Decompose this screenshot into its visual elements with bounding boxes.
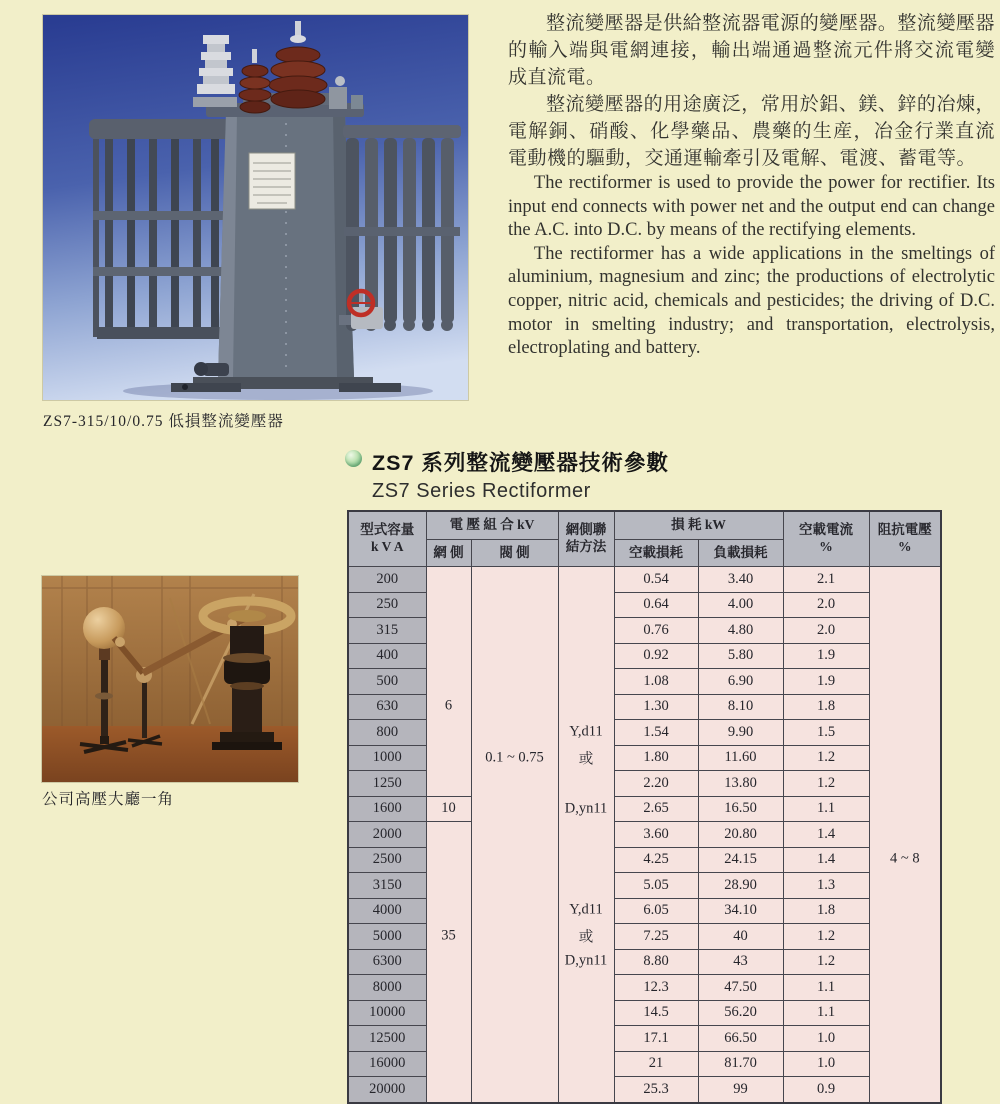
- noload-current-cell: 1.9: [783, 643, 869, 669]
- test-hall-photo-caption: 公司高壓大廳一角: [42, 791, 175, 808]
- noload-loss-cell: 0.64: [614, 592, 698, 618]
- test-hall-photo: [42, 576, 298, 782]
- nameplate: [249, 153, 295, 209]
- load-loss-cell: 6.90: [698, 669, 783, 695]
- load-loss-cell: 13.80: [698, 771, 783, 797]
- noload-current-cell: 2.1: [783, 567, 869, 593]
- green-bullet-icon: [345, 450, 362, 467]
- load-loss-cell: 34.10: [698, 898, 783, 924]
- noload-current-cell: 1.8: [783, 694, 869, 720]
- noload-current-cell: 1.0: [783, 1026, 869, 1052]
- impedance-cell: [869, 567, 941, 1103]
- header-loss-group: 損 耗 kW: [614, 511, 783, 540]
- noload-current-cell: 1.1: [783, 796, 869, 822]
- spec-table-body: [348, 567, 941, 1103]
- noload-loss-cell: 8.80: [614, 949, 698, 975]
- load-loss-cell: 9.90: [698, 720, 783, 746]
- intro-zh-para1: 整流變壓器是供給整流器電源的變壓器。整流變壓器的輸入端與電網連接，輸出端通過整流元件將交流電變成直流電。: [508, 13, 995, 88]
- noload-current-cell: 2.0: [783, 618, 869, 644]
- load-loss-cell: 43: [698, 949, 783, 975]
- capacity-cell: 4000: [348, 898, 426, 924]
- connection-cell-block2: [558, 822, 614, 1103]
- section-title-en: ZS7 Series Rectiformer: [372, 480, 591, 502]
- load-loss-cell: 66.50: [698, 1026, 783, 1052]
- capacity-cell: 12500: [348, 1026, 426, 1052]
- noload-current-cell: 1.1: [783, 975, 869, 1001]
- header-impedance: [869, 511, 941, 567]
- noload-current-cell: 2.0: [783, 592, 869, 618]
- noload-loss-cell: 0.76: [614, 618, 698, 644]
- section-title-zh: ZS7 系列整流變壓器技術參數: [372, 451, 669, 475]
- connection-line: 或: [578, 751, 594, 768]
- spec-table-header: [348, 511, 941, 567]
- header-load-loss: 負載損耗: [698, 540, 783, 567]
- capacity-cell: 200: [348, 567, 426, 593]
- header-net-side: 網 側: [426, 540, 471, 567]
- load-loss-cell: 5.80: [698, 643, 783, 669]
- header-impedance-line2: %: [898, 539, 912, 554]
- intro-en-para2: The rectiformer has a wide applications in the smeltings of aluminium, magnesium and zinc; the productions of electrolytic copper, nitric acid, chemicals and pesticides; the driving of D.C. motor in smelting industry; and transportation, electrolysis, electroplating and battery.: [508, 243, 995, 359]
- capacity-cell: 500: [348, 669, 426, 695]
- noload-current-cell: 1.0: [783, 1051, 869, 1077]
- header-noload-current-line2: %: [819, 539, 833, 554]
- noload-current-cell: 1.8: [783, 898, 869, 924]
- capacity-cell: 315: [348, 618, 426, 644]
- capacity-cell: 2500: [348, 847, 426, 873]
- capacity-cell: 400: [348, 643, 426, 669]
- header-noload-current: [783, 511, 869, 567]
- capacity-cell: 5000: [348, 924, 426, 950]
- capacity-cell: 630: [348, 694, 426, 720]
- table-row: [348, 796, 941, 822]
- section-heading: [345, 446, 669, 503]
- intro-zh-para2: 整流變壓器的用途廣泛，常用於鋁、鎂、鋅的冶煉，電解銅、硝酸、化學藥品、農藥的生産，冶金行業直流電動機的驅動，交通運輸牽引及電解、電渡、蓄電等。: [508, 94, 995, 169]
- noload-loss-cell: 5.05: [614, 873, 698, 899]
- load-loss-cell: 4.00: [698, 592, 783, 618]
- load-loss-cell: 47.50: [698, 975, 783, 1001]
- noload-current-cell: 1.4: [783, 822, 869, 848]
- header-capacity-line2: k V A: [370, 539, 404, 554]
- noload-loss-cell: 1.80: [614, 745, 698, 771]
- net-voltage-cell-35: [426, 822, 471, 1103]
- table-row: [348, 567, 941, 593]
- capacity-cell: 10000: [348, 1000, 426, 1026]
- connection-line: Y,d11: [569, 723, 603, 740]
- header-voltage-group: 電 壓 組 合 kV: [426, 511, 558, 540]
- valve-voltage-cell: [471, 567, 558, 1103]
- noload-current-cell: 0.9: [783, 1077, 869, 1103]
- tank: [206, 93, 364, 377]
- load-loss-cell: 8.10: [698, 694, 783, 720]
- spec-table: [347, 510, 942, 1104]
- transformer-photo-caption: ZS7-315/10/0.75 低損整流變壓器: [43, 413, 284, 430]
- net-voltage-cell-6: [426, 567, 471, 797]
- load-loss-cell: 24.15: [698, 847, 783, 873]
- noload-loss-cell: 1.08: [614, 669, 698, 695]
- capacity-cell: 16000: [348, 1051, 426, 1077]
- noload-loss-cell: 2.65: [614, 796, 698, 822]
- noload-loss-cell: 4.25: [614, 847, 698, 873]
- intro-en-para1: The rectiformer is used to provide the power for rectifier. Its input end connects with power net and the output end can change the A.C. into D.C. by means of the rectifying elements.: [508, 173, 995, 241]
- noload-loss-cell: 21: [614, 1051, 698, 1077]
- capacity-cell: 2000: [348, 822, 426, 848]
- noload-loss-cell: 17.1: [614, 1026, 698, 1052]
- intro-text-block: [508, 10, 995, 361]
- noload-current-cell: 1.1: [783, 1000, 869, 1026]
- header-noload-loss: 空載損耗: [614, 540, 698, 567]
- header-connection-line2: 結方法: [565, 539, 607, 554]
- load-loss-cell: 20.80: [698, 822, 783, 848]
- noload-loss-cell: 0.92: [614, 643, 698, 669]
- header-connection: [558, 511, 614, 567]
- header-valve-side: 閥 側: [471, 540, 558, 567]
- noload-loss-cell: 1.30: [614, 694, 698, 720]
- capacity-cell: 250: [348, 592, 426, 618]
- load-loss-cell: 3.40: [698, 567, 783, 593]
- noload-loss-cell: 14.5: [614, 1000, 698, 1026]
- noload-loss-cell: 12.3: [614, 975, 698, 1001]
- connection-line: Y,d11: [569, 901, 603, 918]
- header-capacity-line1: 型式容量: [360, 522, 415, 538]
- impedance-range: 4 ~ 8: [889, 850, 920, 867]
- noload-current-cell: 1.2: [783, 771, 869, 797]
- capacity-cell: 8000: [348, 975, 426, 1001]
- header-capacity: [348, 511, 426, 567]
- noload-loss-cell: 0.54: [614, 567, 698, 593]
- connection-line: D,yn11: [564, 952, 608, 969]
- noload-current-cell: 1.9: [783, 669, 869, 695]
- table-row: [348, 822, 941, 848]
- capacity-cell: 20000: [348, 1077, 426, 1103]
- capacity-cell: 1000: [348, 745, 426, 771]
- noload-current-cell: 1.4: [783, 847, 869, 873]
- load-loss-cell: 28.90: [698, 873, 783, 899]
- noload-loss-cell: 3.60: [614, 822, 698, 848]
- transformer-illustration: [43, 15, 468, 400]
- header-connection-line1: 網側聯: [565, 522, 607, 538]
- capacity-cell: 800: [348, 720, 426, 746]
- noload-loss-cell: 7.25: [614, 924, 698, 950]
- noload-current-cell: 1.2: [783, 745, 869, 771]
- load-loss-cell: 56.20: [698, 1000, 783, 1026]
- load-loss-cell: 99: [698, 1077, 783, 1103]
- header-noload-current-line1: 空載電流: [799, 522, 854, 538]
- header-impedance-line1: 阻抗電壓: [877, 522, 932, 538]
- transformer-photo: [43, 15, 468, 400]
- load-loss-cell: 81.70: [698, 1051, 783, 1077]
- valve-voltage-range: 0.1 ~ 0.75: [485, 749, 544, 766]
- net-voltage-cell-10: 10: [426, 796, 471, 822]
- load-loss-cell: 11.60: [698, 745, 783, 771]
- net-voltage-6: 6: [444, 697, 453, 714]
- load-loss-cell: 16.50: [698, 796, 783, 822]
- capacity-cell: 6300: [348, 949, 426, 975]
- noload-loss-cell: 1.54: [614, 720, 698, 746]
- load-loss-cell: 40: [698, 924, 783, 950]
- noload-loss-cell: 25.3: [614, 1077, 698, 1103]
- noload-loss-cell: 6.05: [614, 898, 698, 924]
- capacity-cell: 1250: [348, 771, 426, 797]
- noload-current-cell: 1.2: [783, 924, 869, 950]
- connection-line: 或: [578, 929, 594, 946]
- connection-line: D,yn11: [564, 800, 608, 817]
- test-hall-illustration: [42, 576, 298, 782]
- connection-cell-block1: [558, 567, 614, 822]
- load-loss-cell: 4.80: [698, 618, 783, 644]
- noload-current-cell: 1.5: [783, 720, 869, 746]
- noload-current-cell: 1.3: [783, 873, 869, 899]
- net-voltage-35: 35: [441, 927, 456, 944]
- spec-table-container: [347, 510, 942, 1104]
- capacity-cell: 3150: [348, 873, 426, 899]
- capacity-cell: 1600: [348, 796, 426, 822]
- noload-current-cell: 1.2: [783, 949, 869, 975]
- noload-loss-cell: 2.20: [614, 771, 698, 797]
